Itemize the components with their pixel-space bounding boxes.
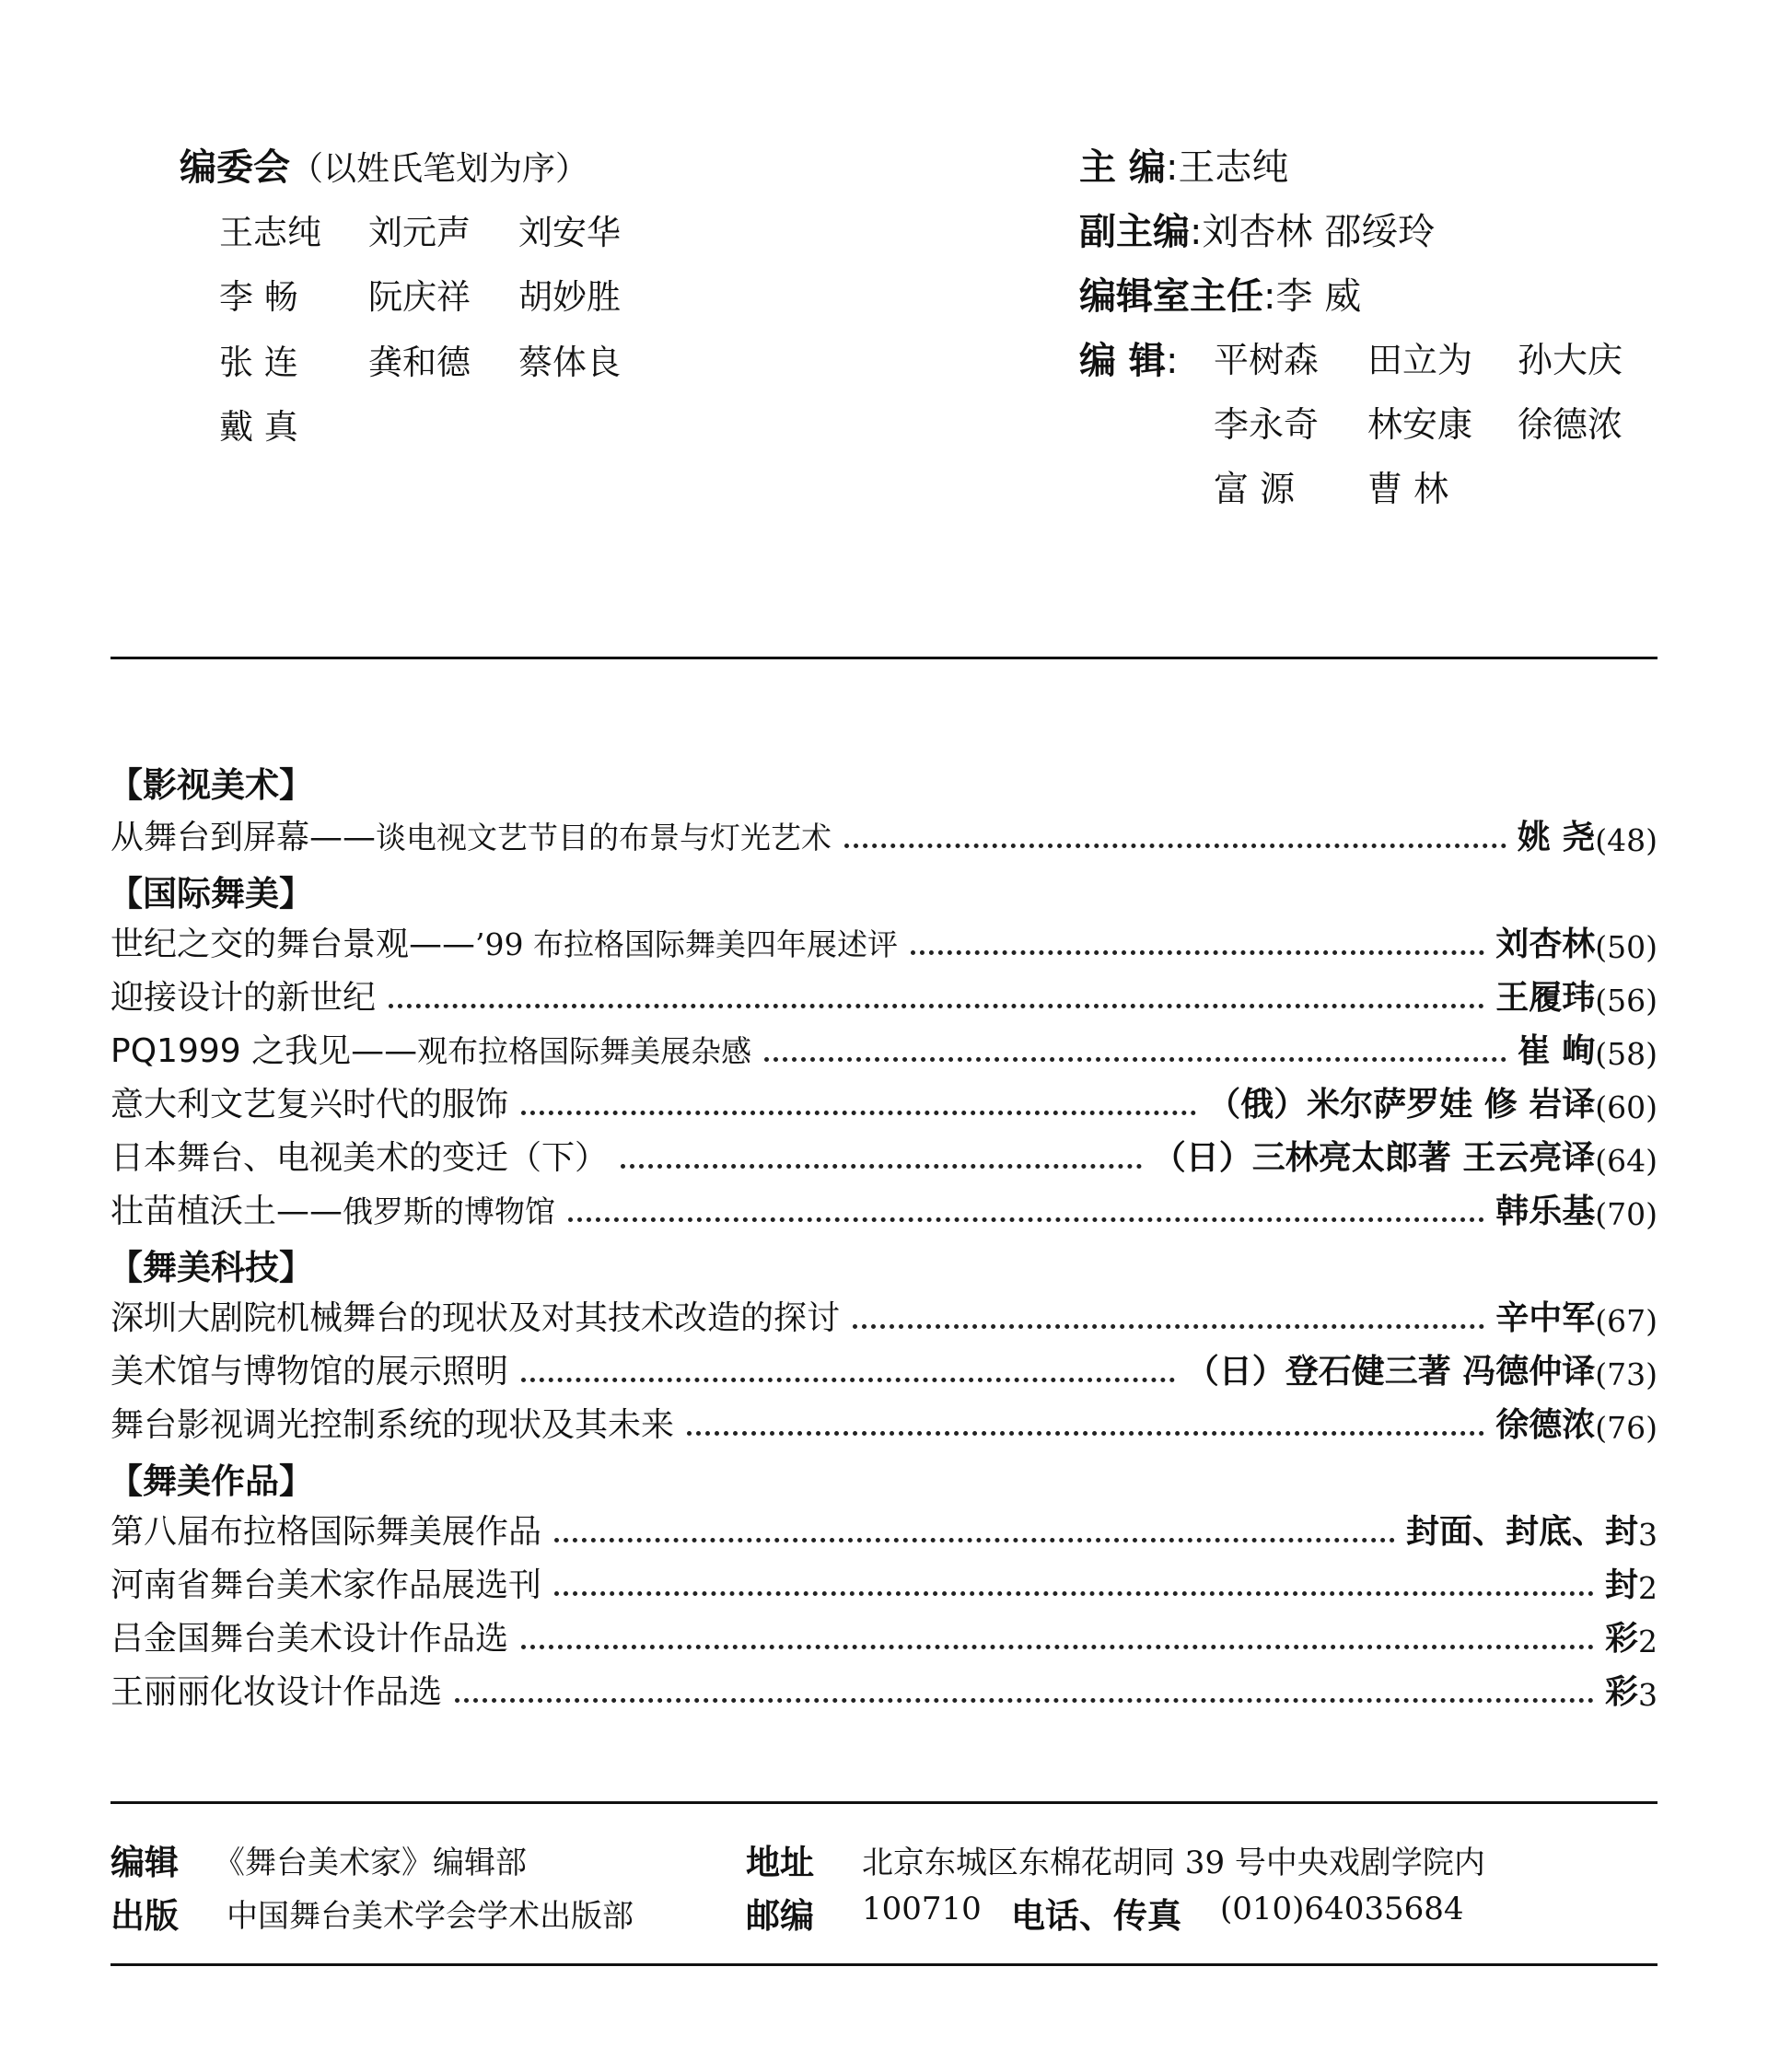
toc-entry-page: (76) <box>1595 1410 1658 1446</box>
toc-entry-author: 彩 <box>1604 1673 1638 1711</box>
toc-entry-author: 封面、封底、封 <box>1405 1513 1638 1551</box>
toc-entry-subtitle: ’99 布拉格国际舞美四年展述评 <box>475 926 898 962</box>
toc-entry-title: 河南省舞台美术家作品展选刊 <box>110 1566 542 1604</box>
editor-name: 富 源 <box>1214 469 1296 509</box>
board-member: 张 连 <box>219 343 298 382</box>
board-member: 戴 真 <box>219 407 298 447</box>
dot-leader <box>455 1698 1594 1703</box>
toc-entry-author: （日）三林亮太郎著 王云亮译 <box>1152 1139 1596 1177</box>
toc-entry[interactable] <box>110 1560 1658 1606</box>
toc-entry[interactable] <box>110 1507 1658 1553</box>
board-member: 刘元声 <box>368 213 471 252</box>
toc-entry-title: PQ1999 之我见—— <box>110 1032 418 1070</box>
toc-entry-title: 王丽丽化妆设计作品选 <box>110 1673 443 1711</box>
toc-entry-page: (60) <box>1595 1089 1658 1125</box>
footer-publisher-label: 出版 <box>110 1896 179 1936</box>
dot-leader <box>554 1591 1594 1596</box>
toc-entry[interactable] <box>110 919 1658 965</box>
toc-entry-page: (56) <box>1595 983 1658 1019</box>
toc-entry[interactable] <box>110 1400 1658 1446</box>
toc-entry-title: 迎接设计的新世纪 <box>110 979 377 1017</box>
dot-leader <box>554 1538 1395 1542</box>
office-director-label: 编辑室主任 <box>1079 275 1263 318</box>
toc-entry-author: 徐德浓 <box>1495 1406 1596 1444</box>
editor-row: 编 辑: <box>1079 340 1179 382</box>
editor-label: 编 辑 <box>1079 340 1166 382</box>
chief-editor-row: 主 编:王志纯 <box>1079 146 1289 189</box>
toc-entry-subtitle: 俄罗斯的博物馆 <box>343 1193 556 1229</box>
board-member: 蔡体良 <box>518 343 621 382</box>
toc-section-stage-works: 【舞美作品】 <box>109 1461 313 1501</box>
footer-postcode-value: 100710 <box>862 1891 982 1927</box>
editor-name: 徐德浓 <box>1518 404 1623 445</box>
toc-entry-page: (50) <box>1595 929 1658 965</box>
toc-entry-page: (70) <box>1595 1196 1658 1232</box>
toc-entry-title: 日本舞台、电视美术的变迁（下） <box>110 1139 609 1177</box>
toc-section-film-tv-art: 【影视美术】 <box>109 765 313 805</box>
toc-entry-author: 崔 峋 <box>1517 1032 1596 1070</box>
editor-name: 田立为 <box>1367 340 1473 380</box>
footer-address-label: 地址 <box>746 1843 814 1882</box>
toc-entry-author: （俄）米尔萨罗娃 修 岩译 <box>1207 1086 1596 1123</box>
dot-leader <box>389 1004 1484 1008</box>
toc-entry-title: 美术馆与博物馆的展示照明 <box>110 1353 509 1391</box>
editorial-board-note: （以姓氏笔划为序） <box>290 150 589 188</box>
dot-leader <box>568 1217 1484 1222</box>
dot-leader <box>521 1111 1196 1115</box>
footer-phone-label: 电话、传真 <box>1011 1896 1181 1936</box>
editorial-board-title: 编委会 <box>180 146 290 189</box>
toc-entry-title: 从舞台到屏幕—— <box>110 819 377 856</box>
office-director-row: 编辑室主任:李 威 <box>1079 275 1362 318</box>
dot-leader <box>521 1645 1594 1649</box>
dot-leader <box>764 1057 1506 1062</box>
office-director-names: 李 威 <box>1275 275 1362 318</box>
editor-name: 李永奇 <box>1214 404 1320 445</box>
toc-entry-page: 3 <box>1638 1517 1658 1553</box>
footer-editor-label: 编辑 <box>110 1843 179 1882</box>
toc-entry-author: （日）登石健三著 冯德仲译 <box>1185 1353 1596 1391</box>
dot-leader <box>911 950 1484 955</box>
toc-entry-author: 封 <box>1604 1566 1638 1604</box>
toc-entry[interactable] <box>110 1026 1658 1072</box>
toc-entry-page: 2 <box>1638 1570 1658 1606</box>
board-member: 李 畅 <box>219 277 298 317</box>
footer-top-divider <box>110 1801 1658 1804</box>
toc-entry-author: 辛中军 <box>1495 1299 1596 1337</box>
dot-leader <box>687 1431 1484 1436</box>
toc-entry-author: 刘杏林 <box>1495 925 1596 963</box>
toc-entry-title: 壮苗植沃土—— <box>110 1193 343 1230</box>
toc-entry-author: 姚 尧 <box>1517 819 1596 856</box>
toc-entry-title: 意大利文艺复兴时代的服饰 <box>110 1086 509 1123</box>
toc-entry-subtitle: 观布拉格国际舞美展杂感 <box>417 1033 752 1069</box>
toc-section-stage-technology: 【舞美科技】 <box>109 1248 313 1287</box>
dot-leader <box>844 844 1506 848</box>
footer-publisher-value: 中国舞台美术学会学术出版部 <box>227 1898 634 1935</box>
toc-entry[interactable] <box>110 1667 1658 1713</box>
toc-entry[interactable] <box>110 1613 1658 1659</box>
toc-entry[interactable] <box>110 972 1658 1019</box>
toc-entry-page: (48) <box>1595 822 1658 858</box>
footer-phone-value: (010)64035684 <box>1220 1891 1464 1927</box>
editor-name: 曹 林 <box>1367 469 1449 509</box>
toc-entry[interactable] <box>110 812 1658 858</box>
toc-entry-title: 第八届布拉格国际舞美展作品 <box>110 1513 542 1551</box>
toc-entry[interactable] <box>110 1186 1658 1232</box>
deputy-editor-label: 副主编 <box>1079 211 1190 253</box>
masthead-divider <box>110 657 1658 659</box>
dot-leader <box>853 1324 1484 1329</box>
editor-name: 林安康 <box>1367 404 1473 445</box>
toc-entry-page: (73) <box>1595 1356 1658 1392</box>
deputy-editor-names: 刘杏林 邵绥玲 <box>1202 211 1436 253</box>
toc-entry-page: (58) <box>1595 1036 1658 1072</box>
board-member: 阮庆祥 <box>368 277 471 317</box>
chief-editor-label: 主 编 <box>1079 146 1166 189</box>
toc-entry-title: 吕金国舞台美术设计作品选 <box>110 1620 509 1658</box>
toc-entry-title: 深圳大剧院机械舞台的现状及对其技术改造的探讨 <box>110 1299 841 1337</box>
board-member: 王志纯 <box>219 213 321 252</box>
board-member: 刘安华 <box>518 213 621 252</box>
toc-entry[interactable] <box>110 1293 1658 1339</box>
toc-entry-page: (64) <box>1595 1143 1658 1179</box>
footer-bottom-divider <box>110 1963 1658 1966</box>
footer-address-value: 北京东城区东棉花胡同 39 号中央戏剧学院内 <box>862 1845 1485 1881</box>
editor-name: 孙大庆 <box>1518 340 1623 380</box>
toc-entry-page: (67) <box>1595 1303 1658 1339</box>
toc-entry[interactable] <box>110 1346 1658 1392</box>
dot-leader <box>521 1378 1175 1382</box>
toc-entry-title: 世纪之交的舞台景观—— <box>110 925 476 963</box>
footer-postcode-label: 邮编 <box>746 1896 814 1936</box>
toc-section-international-stage-design: 【国际舞美】 <box>109 874 313 914</box>
dot-leader <box>621 1164 1142 1169</box>
deputy-editor-row: 副主编:刘杏林 邵绥玲 <box>1079 211 1436 253</box>
toc-entry-page: 3 <box>1638 1677 1658 1713</box>
toc-entry-page: 2 <box>1638 1624 1658 1659</box>
editor-name: 平树森 <box>1214 340 1320 380</box>
toc-entry[interactable] <box>110 1133 1658 1179</box>
toc-entry[interactable] <box>110 1079 1658 1125</box>
editorial-board-heading <box>180 138 588 191</box>
toc-entry-author: 王履玮 <box>1495 979 1596 1017</box>
board-member: 胡妙胜 <box>518 277 621 317</box>
toc-entry-author: 韩乐基 <box>1495 1193 1596 1230</box>
toc-entry-title: 舞台影视调光控制系统的现状及其未来 <box>110 1406 675 1444</box>
toc-entry-subtitle: 谈电视文艺节目的布景与灯光艺术 <box>376 820 832 856</box>
board-member: 龚和德 <box>368 343 471 382</box>
chief-editor-names: 王志纯 <box>1178 146 1289 189</box>
footer-editor-value: 《舞台美术家》编辑部 <box>214 1845 527 1881</box>
toc-entry-author: 彩 <box>1604 1620 1638 1658</box>
